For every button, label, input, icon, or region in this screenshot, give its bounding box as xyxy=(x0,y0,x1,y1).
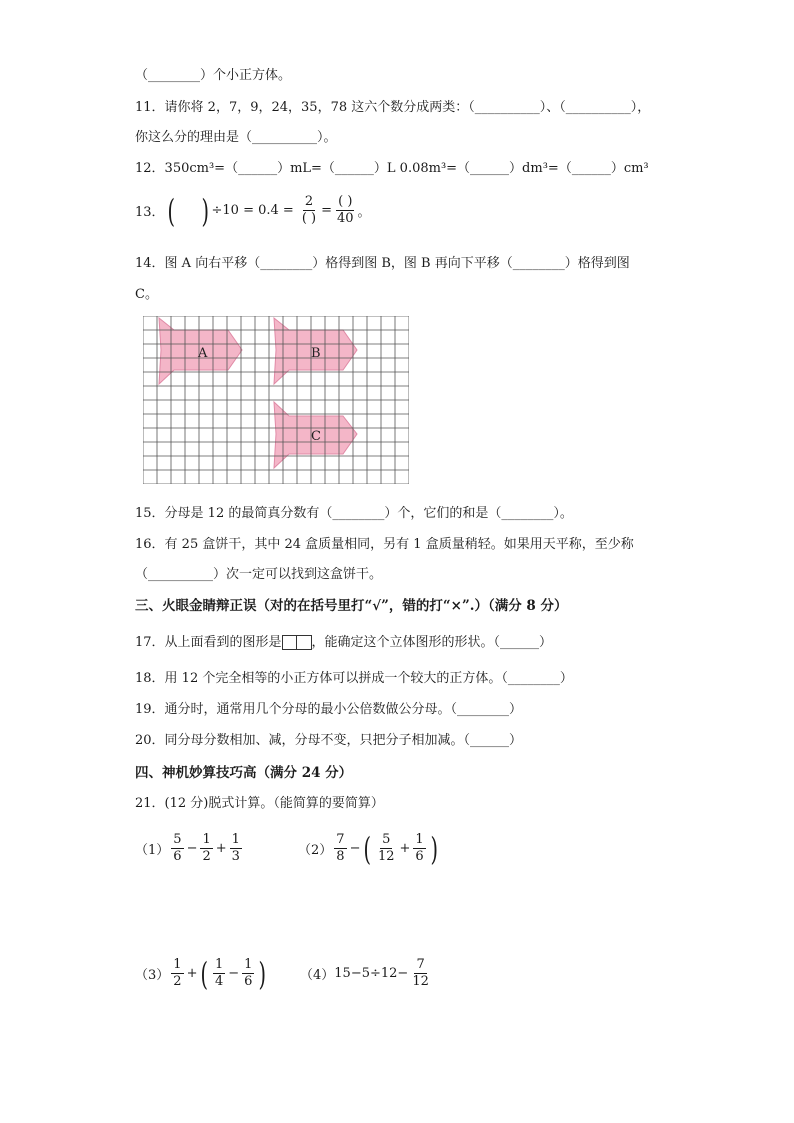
fraction-numerator: 7 xyxy=(416,957,425,972)
label-b: B xyxy=(311,346,321,361)
q13-end: 。 xyxy=(357,205,371,220)
q16-line2: （__________）次一定可以找到这盒饼干。 xyxy=(135,567,383,582)
label-a: A xyxy=(198,346,208,361)
left-paren: ( xyxy=(363,829,372,868)
operator: − xyxy=(349,841,361,856)
q14-line2: C。 xyxy=(135,287,158,302)
section-3-heading: 三、火眼金睛辩正误（对的在括号里打“√”，错的打“×”.）（满分 8 分） xyxy=(135,598,568,614)
fraction-denominator: 4 xyxy=(214,974,224,989)
q20-line: 20．同分母分数相加、减，分母不变，只把分子相加减。（______） xyxy=(135,733,523,748)
operator: − xyxy=(228,966,240,981)
fraction-numerator: 1 xyxy=(244,957,253,972)
translation-grid-figure xyxy=(143,316,409,484)
fraction-denominator: 6 xyxy=(244,974,253,989)
q21-line: 21．(12 分)脱式计算。（能简算的要简算） xyxy=(135,796,384,811)
fraction-denominator: 40 xyxy=(337,211,354,226)
fraction xyxy=(334,832,346,865)
fraction xyxy=(410,957,431,990)
left-paren: ( xyxy=(200,954,209,993)
calc-problem-2 xyxy=(298,829,440,868)
fraction-denominator: 12 xyxy=(377,849,395,864)
calc-problem-3 xyxy=(135,954,269,993)
fraction xyxy=(171,832,183,865)
right-paren: ) xyxy=(430,829,438,868)
q15-line: 15．分母是 12 的最简真分数有（________）个，它们的和是（________）。 xyxy=(135,506,573,521)
q13-equals: = xyxy=(321,203,332,218)
q17-text-end: ，能确定这个立体图形的形状。（______） xyxy=(311,635,553,650)
right-paren: ) xyxy=(258,954,267,993)
fraction xyxy=(213,957,225,990)
label-c: C xyxy=(311,429,321,444)
fraction-numerator: 1 xyxy=(202,832,211,847)
operator: + xyxy=(399,841,411,856)
fraction-denominator: 2 xyxy=(202,849,211,864)
fraction xyxy=(242,957,254,990)
fraction xyxy=(230,832,242,865)
fraction xyxy=(413,832,425,865)
fraction xyxy=(376,832,397,865)
fraction-numerator: 1 xyxy=(415,832,424,847)
q17-text-start: 17．从上面看到的图形是 xyxy=(135,635,282,650)
q18-line: 18．用 12 个完全相等的小正方体可以拼成一个较大的正方体。（________） xyxy=(135,671,573,686)
fraction-numerator: 1 xyxy=(214,957,224,972)
q19-line: 19．通分时，通常用几个分母的最小公倍数做公分母。（________） xyxy=(135,702,523,717)
fraction-numerator: 5 xyxy=(173,832,182,847)
fraction-denominator: 8 xyxy=(336,849,345,864)
fraction xyxy=(171,957,183,990)
q13-fraction-1 xyxy=(300,194,318,227)
fraction-numerator: 7 xyxy=(336,832,345,847)
q17-line xyxy=(135,633,552,653)
q13-left-paren: ( xyxy=(167,191,175,230)
q14-line1: 14．图 A 向右平移（________）格得到图 B，图 B 再向下平移（________）格得到图 xyxy=(135,256,630,271)
q12-line: 12．350cm³=（______）mL=（______）L 0.08m³=（______）dm³=（______）cm³ xyxy=(135,161,649,176)
fraction xyxy=(200,832,212,865)
fraction-numerator: 2 xyxy=(304,194,314,209)
fraction-numerator: 5 xyxy=(382,832,391,847)
fraction-numerator: ( ) xyxy=(338,194,353,209)
problem-label: （1） xyxy=(135,843,170,858)
fraction-denominator: ( ) xyxy=(301,211,317,226)
fraction-denominator: 6 xyxy=(415,849,424,864)
operator: − xyxy=(186,841,198,856)
fraction-numerator: 1 xyxy=(173,957,182,972)
fraction-denominator: 3 xyxy=(231,849,240,864)
calc-problem-4 xyxy=(300,957,433,990)
q13-equation xyxy=(135,191,371,230)
section-4-heading: 四、神机妙算技巧高（满分 24 分） xyxy=(135,765,353,781)
problem-label: （3） xyxy=(135,968,170,983)
q11-line1: 11．请你将 2，7，9，24，35，78 这六个数分成两类：（__________）、（__________）， xyxy=(135,100,651,115)
q16-line1: 16．有 25 盒饼干，其中 24 盒质量相同，另有 1 盒质量稍轻。如果用天平称，至少称 xyxy=(135,537,634,552)
problem-label: （2） xyxy=(298,843,333,858)
q13-fraction-2 xyxy=(335,194,356,227)
fraction-denominator: 6 xyxy=(173,849,182,864)
q13-middle: ÷10 = 0.4 = xyxy=(211,203,294,218)
operator: + xyxy=(215,841,227,856)
q11-line2: 你这么分的理由是（__________）。 xyxy=(135,130,337,145)
problem-label: （4） xyxy=(300,968,335,983)
calc-problem-1 xyxy=(135,832,244,865)
fraction-numerator: 1 xyxy=(231,832,240,847)
q13-prefix: 13． xyxy=(135,205,165,220)
q13-right-paren: ) xyxy=(201,191,210,230)
top-view-square-icon xyxy=(282,635,297,650)
q10-continuation: （________）个小正方体。 xyxy=(135,68,292,83)
fraction-denominator: 2 xyxy=(173,974,182,989)
expression: 15−5÷12− xyxy=(334,966,409,981)
operator: + xyxy=(186,966,198,981)
fraction-denominator: 12 xyxy=(412,974,429,989)
top-view-square-icon xyxy=(297,635,312,650)
